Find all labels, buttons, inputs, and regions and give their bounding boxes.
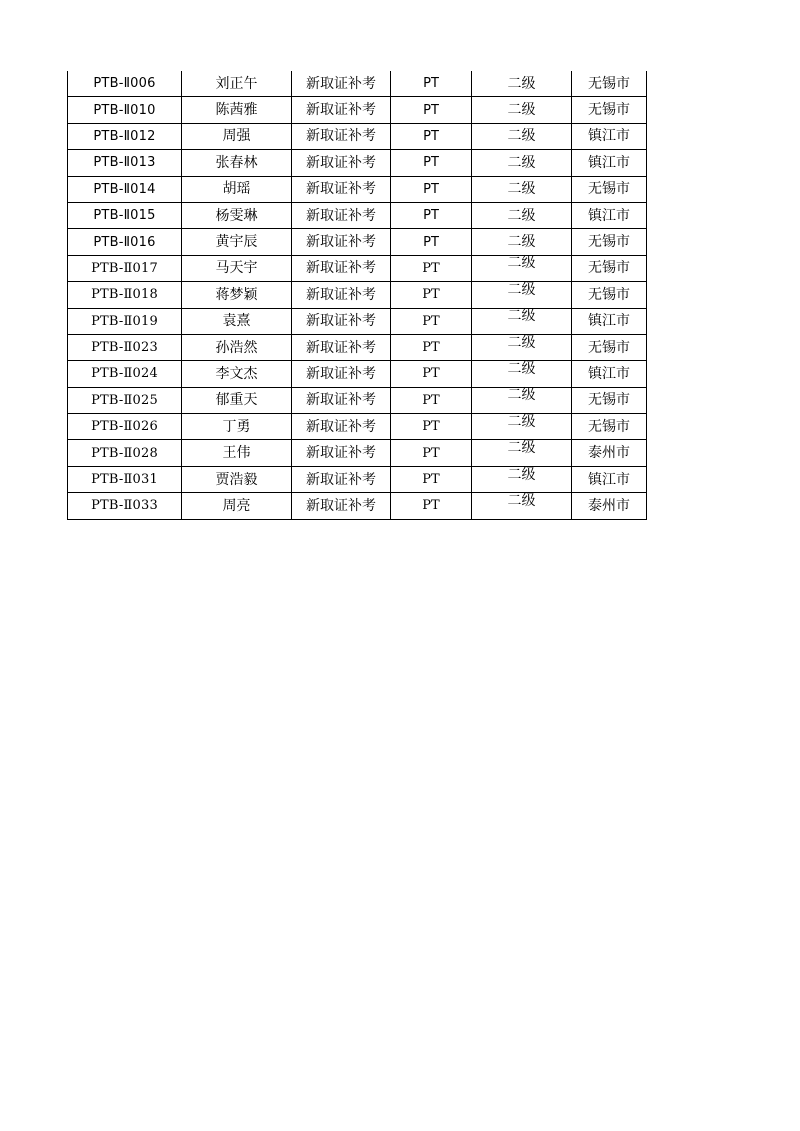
candidate-id-cell: PTB-Ⅱ026 bbox=[68, 414, 182, 440]
level-text: 二级 bbox=[507, 334, 536, 351]
candidate-id-cell: PTB-Ⅱ006 bbox=[68, 71, 182, 97]
method-cell: PT bbox=[391, 361, 472, 387]
city-cell: 泰州市 bbox=[572, 440, 647, 466]
exam-type-cell: 新取证补考 bbox=[292, 440, 391, 466]
level-cell: 二级 bbox=[472, 123, 572, 149]
candidate-id-cell: PTB-Ⅱ025 bbox=[68, 387, 182, 413]
method-cell: PT bbox=[391, 176, 472, 202]
level-text: 二级 bbox=[507, 360, 536, 377]
table-row bbox=[68, 414, 647, 440]
level-cell bbox=[472, 308, 572, 334]
exam-type-cell: 新取证补考 bbox=[292, 229, 391, 255]
level-cell bbox=[472, 255, 572, 281]
city-cell: 无锡市 bbox=[572, 387, 647, 413]
exam-type-cell: 新取证补考 bbox=[292, 71, 391, 97]
candidate-id-cell: PTB-Ⅱ017 bbox=[68, 255, 182, 281]
exam-type-cell: 新取证补考 bbox=[292, 414, 391, 440]
level-cell: 二级 bbox=[472, 150, 572, 176]
candidate-name-cell: 刘正午 bbox=[182, 71, 292, 97]
exam-type-cell: 新取证补考 bbox=[292, 150, 391, 176]
level-cell bbox=[472, 493, 572, 519]
city-cell: 无锡市 bbox=[572, 229, 647, 255]
exam-type-cell: 新取证补考 bbox=[292, 176, 391, 202]
exam-type-cell: 新取证补考 bbox=[292, 97, 391, 123]
table-row bbox=[68, 334, 647, 360]
candidate-name-cell: 周强 bbox=[182, 123, 292, 149]
candidate-id-cell: PTB-Ⅱ031 bbox=[68, 466, 182, 492]
candidate-name-cell: 王伟 bbox=[182, 440, 292, 466]
method-cell: PT bbox=[391, 123, 472, 149]
table-row bbox=[68, 282, 647, 308]
level-cell bbox=[472, 334, 572, 360]
city-cell: 镇江市 bbox=[572, 202, 647, 228]
candidate-name-cell: 李文杰 bbox=[182, 361, 292, 387]
method-cell: PT bbox=[391, 97, 472, 123]
candidate-name-cell: 马天宇 bbox=[182, 255, 292, 281]
exam-type-cell: 新取证补考 bbox=[292, 493, 391, 519]
exam-type-cell: 新取证补考 bbox=[292, 308, 391, 334]
city-cell: 镇江市 bbox=[572, 361, 647, 387]
candidate-id-cell: PTB-Ⅱ018 bbox=[68, 282, 182, 308]
method-cell: PT bbox=[391, 71, 472, 97]
table-row bbox=[68, 466, 647, 492]
table-row bbox=[68, 202, 647, 228]
table-row bbox=[68, 229, 647, 255]
city-cell: 无锡市 bbox=[572, 334, 647, 360]
exam-type-cell: 新取证补考 bbox=[292, 361, 391, 387]
level-cell bbox=[472, 387, 572, 413]
city-cell: 无锡市 bbox=[572, 176, 647, 202]
level-cell: 二级 bbox=[472, 229, 572, 255]
exam-type-cell: 新取证补考 bbox=[292, 202, 391, 228]
table-row bbox=[68, 361, 647, 387]
city-cell: 无锡市 bbox=[572, 282, 647, 308]
table-row bbox=[68, 71, 647, 97]
city-cell: 无锡市 bbox=[572, 255, 647, 281]
candidate-name-cell: 胡瑶 bbox=[182, 176, 292, 202]
method-cell: PT bbox=[391, 150, 472, 176]
method-cell: PT bbox=[391, 414, 472, 440]
method-cell: PT bbox=[391, 493, 472, 519]
level-text: 二级 bbox=[507, 466, 536, 483]
table-row bbox=[68, 493, 647, 519]
level-cell: 二级 bbox=[472, 97, 572, 123]
candidate-name-cell: 张春林 bbox=[182, 150, 292, 176]
table-row bbox=[68, 97, 647, 123]
exam-type-cell: 新取证补考 bbox=[292, 334, 391, 360]
candidate-id-cell: PTB-Ⅱ019 bbox=[68, 308, 182, 334]
table-row bbox=[68, 176, 647, 202]
method-cell: PT bbox=[391, 334, 472, 360]
candidate-id-cell: PTB-Ⅱ014 bbox=[68, 176, 182, 202]
level-cell bbox=[472, 440, 572, 466]
table-row bbox=[68, 440, 647, 466]
level-cell bbox=[472, 466, 572, 492]
level-cell bbox=[472, 414, 572, 440]
exam-type-cell: 新取证补考 bbox=[292, 466, 391, 492]
level-text: 二级 bbox=[507, 440, 536, 457]
exam-roster-table bbox=[67, 71, 647, 520]
level-cell bbox=[472, 361, 572, 387]
candidate-name-cell: 孙浩然 bbox=[182, 334, 292, 360]
city-cell: 镇江市 bbox=[572, 466, 647, 492]
roster-body bbox=[68, 71, 647, 519]
level-text: 二级 bbox=[507, 308, 536, 325]
level-cell: 二级 bbox=[472, 71, 572, 97]
method-cell: PT bbox=[391, 229, 472, 255]
city-cell: 无锡市 bbox=[572, 71, 647, 97]
candidate-name-cell: 蒋梦颖 bbox=[182, 282, 292, 308]
candidate-name-cell: 黄宇辰 bbox=[182, 229, 292, 255]
candidate-id-cell: PTB-Ⅱ013 bbox=[68, 150, 182, 176]
table-row bbox=[68, 255, 647, 281]
level-text: 二级 bbox=[507, 492, 536, 509]
table-row bbox=[68, 123, 647, 149]
candidate-id-cell: PTB-Ⅱ016 bbox=[68, 229, 182, 255]
candidate-name-cell: 陈茜雅 bbox=[182, 97, 292, 123]
candidate-name-cell: 袁熹 bbox=[182, 308, 292, 334]
exam-type-cell: 新取证补考 bbox=[292, 123, 391, 149]
candidate-id-cell: PTB-Ⅱ015 bbox=[68, 202, 182, 228]
table-row bbox=[68, 150, 647, 176]
candidate-id-cell: PTB-Ⅱ028 bbox=[68, 440, 182, 466]
candidate-id-cell: PTB-Ⅱ012 bbox=[68, 123, 182, 149]
exam-type-cell: 新取证补考 bbox=[292, 255, 391, 281]
method-cell: PT bbox=[391, 387, 472, 413]
table-row bbox=[68, 308, 647, 334]
candidate-name-cell: 丁勇 bbox=[182, 414, 292, 440]
method-cell: PT bbox=[391, 282, 472, 308]
city-cell: 无锡市 bbox=[572, 97, 647, 123]
method-cell: PT bbox=[391, 202, 472, 228]
method-cell: PT bbox=[391, 308, 472, 334]
candidate-id-cell: PTB-Ⅱ023 bbox=[68, 334, 182, 360]
candidate-name-cell: 郁重天 bbox=[182, 387, 292, 413]
table-row bbox=[68, 387, 647, 413]
level-text: 二级 bbox=[507, 255, 536, 272]
city-cell: 无锡市 bbox=[572, 414, 647, 440]
city-cell: 泰州市 bbox=[572, 493, 647, 519]
level-text: 二级 bbox=[507, 281, 536, 298]
city-cell: 镇江市 bbox=[572, 123, 647, 149]
city-cell: 镇江市 bbox=[572, 150, 647, 176]
method-cell: PT bbox=[391, 255, 472, 281]
candidate-name-cell: 杨雯琳 bbox=[182, 202, 292, 228]
candidate-name-cell: 贾浩毅 bbox=[182, 466, 292, 492]
candidate-name-cell: 周亮 bbox=[182, 493, 292, 519]
candidate-id-cell: PTB-Ⅱ033 bbox=[68, 493, 182, 519]
exam-type-cell: 新取证补考 bbox=[292, 282, 391, 308]
city-cell: 镇江市 bbox=[572, 308, 647, 334]
level-cell bbox=[472, 282, 572, 308]
level-cell: 二级 bbox=[472, 202, 572, 228]
candidate-id-cell: PTB-Ⅱ010 bbox=[68, 97, 182, 123]
level-cell: 二级 bbox=[472, 176, 572, 202]
level-text: 二级 bbox=[507, 387, 536, 404]
method-cell: PT bbox=[391, 466, 472, 492]
exam-type-cell: 新取证补考 bbox=[292, 387, 391, 413]
candidate-id-cell: PTB-Ⅱ024 bbox=[68, 361, 182, 387]
method-cell: PT bbox=[391, 440, 472, 466]
level-text: 二级 bbox=[507, 413, 536, 430]
